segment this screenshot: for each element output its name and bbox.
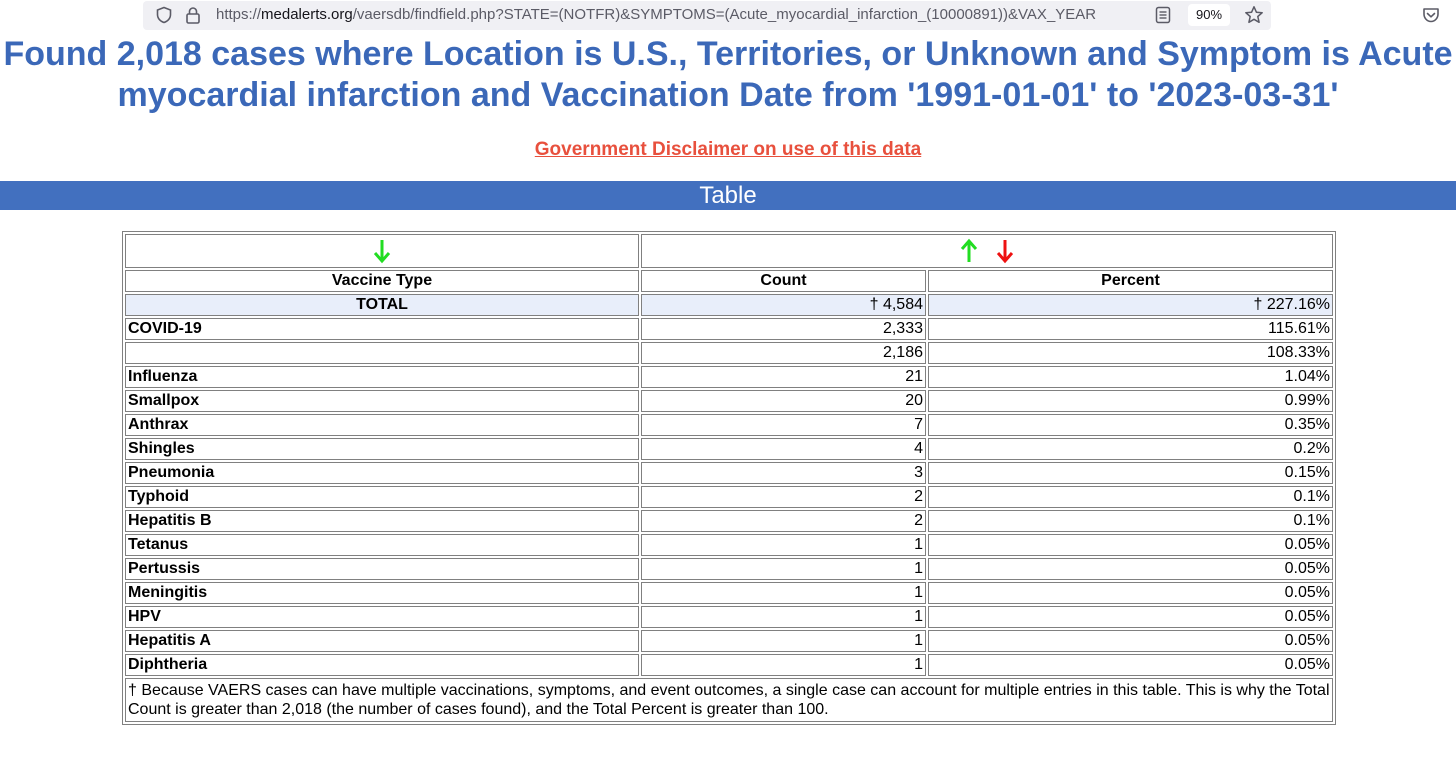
count-cell: 1 xyxy=(641,630,926,652)
footnote-row xyxy=(125,678,1333,722)
count-cell: 2 xyxy=(641,486,926,508)
percent-cell: 0.1% xyxy=(928,486,1333,508)
count-cell: 1 xyxy=(641,654,926,676)
percent-cell: 0.05% xyxy=(928,582,1333,604)
vaccine-type-cell[interactable]: Influenza xyxy=(125,366,639,388)
table-row xyxy=(125,510,1333,532)
vaccine-type-cell[interactable]: COVID-19 xyxy=(125,318,639,340)
total-row xyxy=(125,294,1333,316)
table-footnote: † Because VAERS cases can have multiple vaccinations, symptoms, and event outcomes, a single case can account for multiple entries in this table. This is why the Total Count is greater than 2,018 (the number of cases found), and the Total Percent is greater than 100. xyxy=(125,678,1333,722)
shield-icon[interactable] xyxy=(155,6,173,24)
url-text[interactable] xyxy=(216,6,1141,23)
table-row xyxy=(125,558,1333,580)
table-row xyxy=(125,534,1333,556)
total-count: † 4,584 xyxy=(641,294,926,316)
vaccine-type-cell[interactable]: Anthrax xyxy=(125,414,639,436)
vaccine-results-table xyxy=(122,231,1336,725)
percent-cell: 1.04% xyxy=(928,366,1333,388)
vaccine-type-cell[interactable]: Pneumonia xyxy=(125,462,639,484)
reader-view-icon[interactable] xyxy=(1155,6,1171,24)
table-row xyxy=(125,654,1333,676)
url-host: medalerts.org xyxy=(261,6,353,23)
percent-cell: 108.33% xyxy=(928,342,1333,364)
table-row xyxy=(125,342,1333,364)
vaccine-type-cell[interactable]: HPV xyxy=(125,606,639,628)
vaccine-type-cell[interactable]: Hepatitis B xyxy=(125,510,639,532)
page-title xyxy=(0,34,1456,116)
table-row xyxy=(125,582,1333,604)
table-row xyxy=(125,462,1333,484)
total-percent: † 227.16% xyxy=(928,294,1333,316)
vaccine-type-cell[interactable]: Diphtheria xyxy=(125,654,639,676)
vaccine-type-cell[interactable]: Typhoid xyxy=(125,486,639,508)
count-cell: 1 xyxy=(641,558,926,580)
percent-cell: 0.15% xyxy=(928,462,1333,484)
disclaimer-area xyxy=(0,139,1456,161)
percent-cell: 0.35% xyxy=(928,414,1333,436)
url-prefix: https:// xyxy=(216,6,262,23)
sort-controls-row xyxy=(125,234,1333,268)
percent-cell: 0.05% xyxy=(928,606,1333,628)
count-cell: 7 xyxy=(641,414,926,436)
count-cell: 2,333 xyxy=(641,318,926,340)
vaccine-type-cell[interactable]: Meningitis xyxy=(125,582,639,604)
percent-cell: 115.61% xyxy=(928,318,1333,340)
percent-cell: 0.05% xyxy=(928,558,1333,580)
sort-descending-green-arrow-icon[interactable] xyxy=(373,238,391,264)
column-header-count[interactable]: Count xyxy=(641,270,926,292)
table-row xyxy=(125,390,1333,412)
vaccine-type-cell[interactable]: Shingles xyxy=(125,438,639,460)
percent-cell: 0.1% xyxy=(928,510,1333,532)
count-cell: 2 xyxy=(641,510,926,532)
table-row xyxy=(125,318,1333,340)
count-cell: 2,186 xyxy=(641,342,926,364)
count-cell: 20 xyxy=(641,390,926,412)
browser-toolbar xyxy=(0,0,1456,32)
zoom-level-button[interactable]: 90% xyxy=(1188,4,1230,26)
count-cell: 1 xyxy=(641,606,926,628)
total-label: TOTAL xyxy=(125,294,639,316)
column-header-vaccine-type[interactable]: Vaccine Type xyxy=(125,270,639,292)
pocket-icon[interactable] xyxy=(1422,6,1440,24)
percent-cell: 0.05% xyxy=(928,534,1333,556)
vaccine-sort-cell xyxy=(125,234,639,268)
table-row xyxy=(125,486,1333,508)
count-cell: 3 xyxy=(641,462,926,484)
vaccine-type-cell[interactable]: Pertussis xyxy=(125,558,639,580)
sort-ascending-green-arrow-icon[interactable] xyxy=(960,238,978,264)
count-cell: 21 xyxy=(641,366,926,388)
column-header-percent[interactable]: Percent xyxy=(928,270,1333,292)
table-row xyxy=(125,366,1333,388)
bookmark-star-icon[interactable] xyxy=(1244,5,1264,25)
percent-cell: 0.2% xyxy=(928,438,1333,460)
government-disclaimer-link[interactable]: Government Disclaimer on use of this data xyxy=(534,139,922,160)
count-cell: 4 xyxy=(641,438,926,460)
vaccine-type-cell[interactable]: Hepatitis A xyxy=(125,630,639,652)
url-path: /vaersdb/findfield.php?STATE=(NOTFR)&SYMPTOMS=(Acute_myocardial_infarction_(10000891))&VAX_YEAR xyxy=(352,6,1097,23)
vaccine-type-cell[interactable]: Smallpox xyxy=(125,390,639,412)
table-row xyxy=(125,630,1333,652)
table-row xyxy=(125,414,1333,436)
vaccine-type-cell[interactable] xyxy=(125,342,639,364)
percent-cell: 0.05% xyxy=(928,654,1333,676)
percent-cell: 0.99% xyxy=(928,390,1333,412)
sort-descending-red-arrow-icon[interactable] xyxy=(996,238,1014,264)
count-sort-cell xyxy=(641,234,1333,268)
lock-icon[interactable] xyxy=(185,6,201,24)
vaccine-type-cell[interactable]: Tetanus xyxy=(125,534,639,556)
table-section-header: Table xyxy=(0,181,1456,210)
table-row xyxy=(125,438,1333,460)
percent-cell: 0.05% xyxy=(928,630,1333,652)
count-cell: 1 xyxy=(641,582,926,604)
count-cell: 1 xyxy=(641,534,926,556)
page-title-text: Found 2,018 cases where Location is U.S., Territories, or Unknown and Symptom is Acute myocardial infarction and Vaccination Date from '1991-01-01' to '2023-03-31' xyxy=(3,35,1453,114)
table-row xyxy=(125,606,1333,628)
table-header-row xyxy=(125,270,1333,292)
